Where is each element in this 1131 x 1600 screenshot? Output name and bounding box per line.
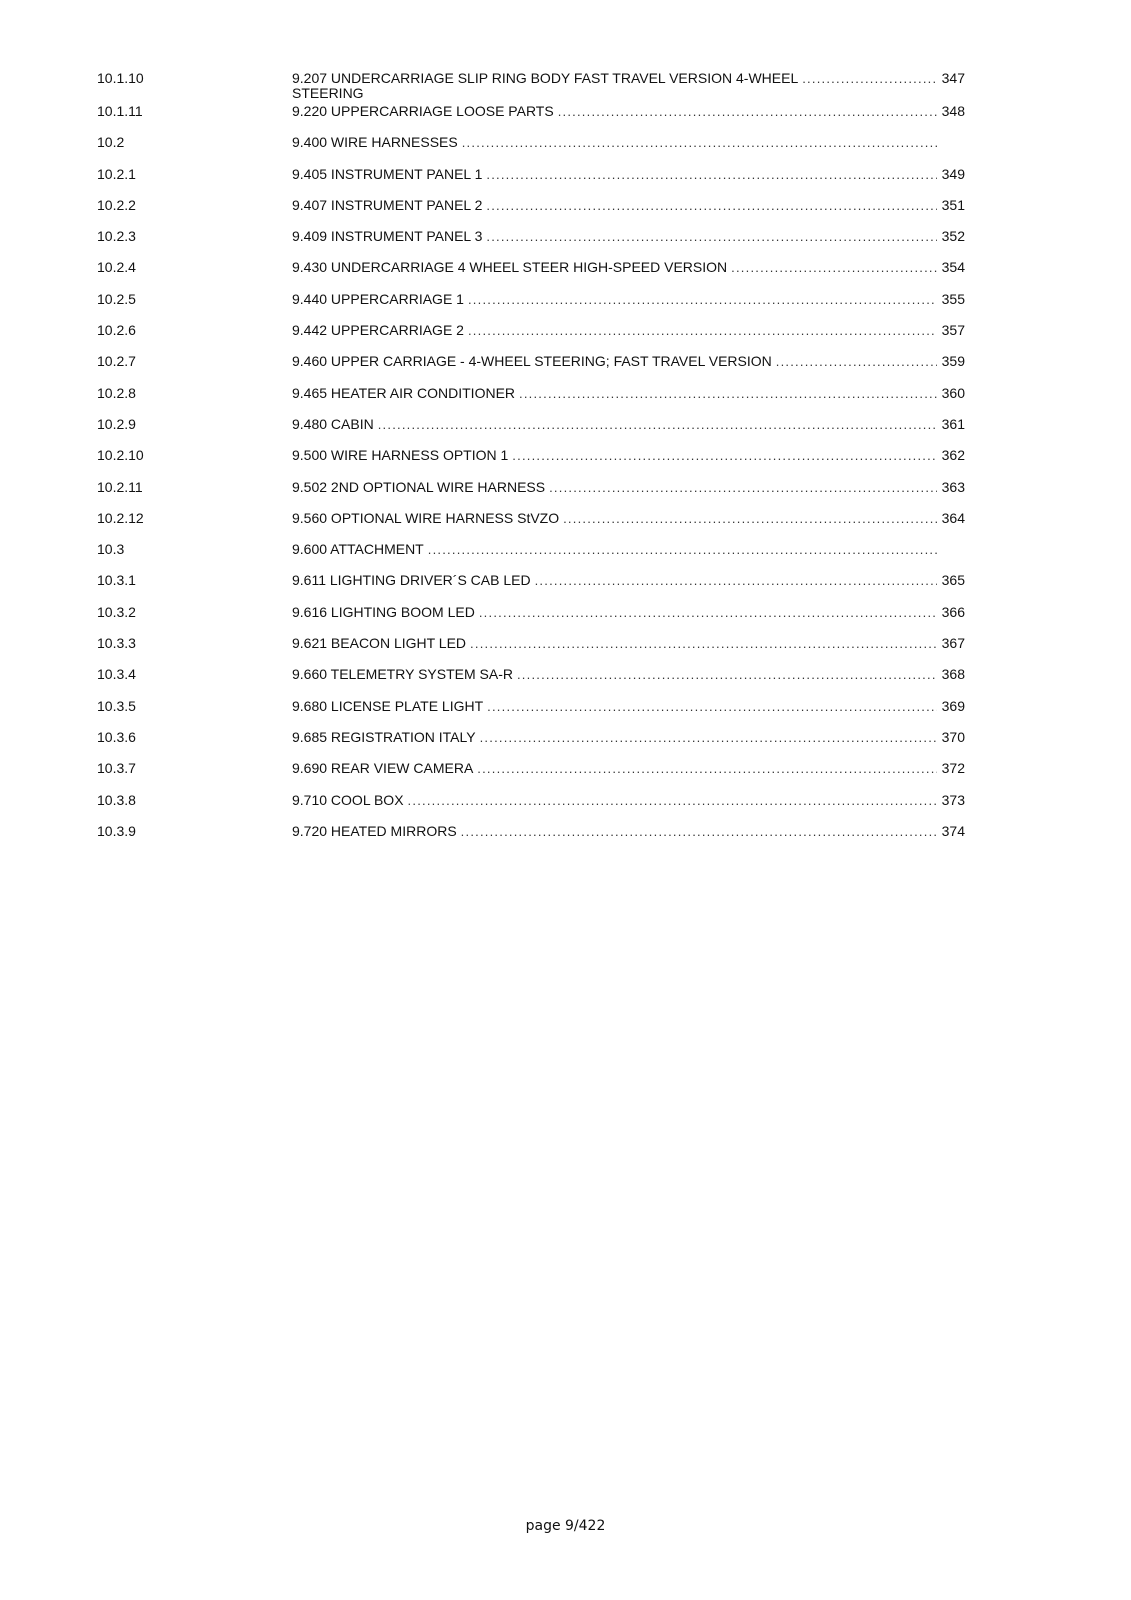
- toc-section-number: 10.3.3: [97, 635, 136, 652]
- toc-entry-title: 9.207 UNDERCARRIAGE SLIP RING BODY FAST TRAVEL VERSION 4-WHEEL: [292, 70, 799, 86]
- toc-entry-title: 9.407 INSTRUMENT PANEL 2: [292, 196, 483, 213]
- toc-page-number: 354: [941, 259, 965, 276]
- toc-entry[interactable]: [97, 385, 965, 416]
- toc-entry-title: 9.560 OPTIONAL WIRE HARNESS StVZO: [292, 509, 560, 526]
- dot-leader: [480, 730, 937, 746]
- toc-entry-body: [292, 385, 965, 402]
- toc-page-number: 370: [941, 728, 965, 745]
- toc-entry-title: 9.621 BEACON LIGHT LED: [292, 635, 467, 652]
- toc-entry-body: [292, 635, 965, 652]
- toc-entry-line: [292, 479, 965, 496]
- toc-entry[interactable]: [97, 572, 965, 603]
- toc-entry-body: [292, 291, 965, 308]
- toc-entry-line: [292, 228, 965, 245]
- toc-entry-line: [292, 166, 965, 183]
- toc-section-number: 10.3.7: [97, 760, 136, 777]
- toc-entry-body: [292, 197, 965, 214]
- toc-section-number: 10.2.4: [97, 259, 136, 276]
- toc-entry[interactable]: [97, 698, 965, 729]
- toc-section-number: 10.2.7: [97, 353, 136, 370]
- toc-entry[interactable]: [97, 510, 965, 541]
- dot-leader: [486, 229, 937, 245]
- toc-page-number: 347: [941, 70, 965, 86]
- toc-entry-title: 9.710 COOL BOX: [292, 791, 404, 808]
- page-number-label: page 9/422: [525, 1518, 606, 1534]
- toc-section-number: 10.2.5: [97, 290, 136, 307]
- toc-section-number: 10.2.3: [97, 228, 136, 245]
- toc-section-number: 10.2.1: [97, 165, 136, 182]
- toc-entry-title: 9.616 LIGHTING BOOM LED: [292, 603, 475, 620]
- toc-entry-title: 9.690 REAR VIEW CAMERA: [292, 760, 474, 777]
- toc-section-number: 10.3.2: [97, 603, 136, 620]
- toc-page-number: 351: [941, 196, 965, 213]
- toc-entry[interactable]: [97, 103, 965, 134]
- toc-entry-line: [292, 416, 965, 433]
- toc-entry-title: 9.500 WIRE HARNESS OPTION 1: [292, 447, 509, 464]
- toc-entry-body: [292, 729, 965, 746]
- toc-entry-body: [292, 510, 965, 527]
- toc-section-number: 10.2.10: [97, 447, 144, 464]
- toc-page-number: 365: [941, 572, 965, 589]
- toc-page-number: 362: [941, 447, 965, 464]
- toc-entry[interactable]: [97, 823, 965, 854]
- toc-entry[interactable]: [97, 322, 965, 353]
- toc-page-number: 363: [941, 478, 965, 495]
- dot-leader: [802, 71, 937, 87]
- toc-section-number: 10.3: [97, 541, 125, 558]
- toc-section-number: 10.3.9: [97, 822, 136, 839]
- toc-entry[interactable]: [97, 291, 965, 322]
- toc-entry-line: [292, 134, 965, 151]
- toc-entry-body: [292, 134, 965, 151]
- toc-entry-title: 9.460 UPPER CARRIAGE - 4-WHEEL STEERING; FAST TRAVEL VERSION: [292, 353, 772, 370]
- table-of-contents: [97, 70, 965, 854]
- toc-entry-title: 9.405 INSTRUMENT PANEL 1: [292, 165, 483, 182]
- toc-page-number: 360: [941, 384, 965, 401]
- toc-entry-line: [292, 70, 965, 87]
- toc-section-number: 10.2.11: [97, 478, 143, 495]
- toc-entry-body: [292, 103, 965, 120]
- toc-entry-title: 9.430 UNDERCARRIAGE 4 WHEEL STEER HIGH-SPEED VERSION: [292, 259, 728, 276]
- toc-entry-body: [292, 760, 965, 777]
- toc-entry[interactable]: [97, 134, 965, 165]
- dot-leader: [776, 354, 937, 370]
- toc-entry[interactable]: [97, 166, 965, 197]
- toc-page-number: 372: [941, 760, 965, 777]
- toc-entry-line: [292, 729, 965, 746]
- toc-entry[interactable]: [97, 666, 965, 697]
- toc-entry-title: 9.480 CABIN: [292, 415, 374, 432]
- toc-section-number: 10.3.1: [97, 572, 136, 589]
- toc-page-number: 361: [941, 415, 965, 432]
- toc-entry-title: 9.660 TELEMETRY SYSTEM SA-R: [292, 666, 513, 683]
- toc-entry-line: [292, 259, 965, 276]
- toc-entry-body: [292, 479, 965, 496]
- dot-leader: [468, 292, 937, 308]
- dot-leader: [486, 198, 937, 214]
- toc-entry[interactable]: [97, 729, 965, 760]
- toc-entry[interactable]: [97, 353, 965, 384]
- toc-page-number: 355: [941, 290, 965, 307]
- toc-entry-line: [292, 385, 965, 402]
- toc-entry[interactable]: [97, 479, 965, 510]
- toc-entry-body: [292, 541, 965, 558]
- toc-page-number: 369: [941, 697, 965, 714]
- dot-leader: [462, 135, 937, 151]
- toc-section-number: 10.2: [97, 134, 125, 151]
- dot-leader: [477, 761, 937, 777]
- toc-section-number: 10.3.8: [97, 791, 136, 808]
- toc-page-number: 352: [941, 228, 965, 245]
- toc-entry-title: 9.611 LIGHTING DRIVER´S CAB LED: [292, 572, 531, 589]
- dot-leader: [428, 542, 937, 558]
- toc-entry-title: 9.440 UPPERCARRIAGE 1: [292, 290, 464, 307]
- toc-entry-body: [292, 416, 965, 433]
- toc-entry-title: 9.442 UPPERCARRIAGE 2: [292, 322, 464, 339]
- toc-entry-line: [292, 698, 965, 715]
- toc-entry-body: [292, 259, 965, 276]
- toc-entry-title: 9.685 REGISTRATION ITALY: [292, 728, 476, 745]
- toc-entry-body: [292, 604, 965, 621]
- dot-leader: [731, 260, 937, 276]
- toc-entry-title: 9.465 HEATER AIR CONDITIONER: [292, 384, 516, 401]
- toc-entry-title: 9.600 ATTACHMENT: [292, 541, 424, 558]
- toc-section-number: 10.3.4: [97, 666, 136, 683]
- dot-leader: [558, 104, 937, 120]
- dot-leader: [563, 511, 937, 527]
- toc-entry-line: [292, 666, 965, 683]
- toc-entry-body: [292, 166, 965, 183]
- toc-entry-line: [292, 792, 965, 809]
- toc-page-number: 367: [941, 635, 965, 652]
- toc-entry-line: [292, 541, 965, 558]
- toc-section-number: 10.2.8: [97, 384, 136, 401]
- toc-entry[interactable]: [97, 541, 965, 572]
- toc-page-number: 357: [941, 322, 965, 339]
- toc-entry[interactable]: [97, 259, 965, 290]
- toc-page-number: 374: [941, 822, 965, 839]
- dot-leader: [512, 448, 937, 464]
- page-footer: [0, 1518, 1131, 1534]
- dot-leader: [486, 167, 937, 183]
- dot-leader: [470, 636, 937, 652]
- toc-entry-title: 9.409 INSTRUMENT PANEL 3: [292, 228, 483, 245]
- toc-entry-body: [292, 70, 965, 101]
- toc-entry[interactable]: [97, 760, 965, 791]
- dot-leader: [519, 386, 937, 402]
- toc-entry-title: 9.400 WIRE HARNESSES: [292, 134, 458, 151]
- toc-entry-line: [292, 197, 965, 214]
- toc-entry-line: [292, 322, 965, 339]
- toc-section-number: 10.3.5: [97, 697, 136, 714]
- dot-leader: [468, 323, 937, 339]
- toc-entry-line: [292, 103, 965, 120]
- toc-entry-line: [292, 823, 965, 840]
- toc-entry-title: 9.720 HEATED MIRRORS: [292, 822, 457, 839]
- toc-entry[interactable]: [97, 416, 965, 447]
- toc-section-number: 10.2.12: [97, 509, 144, 526]
- toc-section-number: 10.1.10: [97, 70, 144, 86]
- toc-entry-body: [292, 322, 965, 339]
- toc-entry-body: [292, 823, 965, 840]
- toc-entry[interactable]: [97, 197, 965, 228]
- toc-entry[interactable]: [97, 70, 965, 103]
- toc-entry-line: [292, 760, 965, 777]
- dot-leader: [487, 699, 937, 715]
- toc-entry-title: 9.680 LICENSE PLATE LIGHT: [292, 697, 484, 714]
- toc-page-number: 348: [941, 103, 965, 119]
- dot-leader: [517, 667, 937, 683]
- toc-page-number: 366: [941, 603, 965, 620]
- toc-entry-body: [292, 698, 965, 715]
- toc-entry-body: [292, 572, 965, 589]
- dot-leader: [479, 605, 937, 621]
- toc-entry-line: [292, 635, 965, 652]
- dot-leader: [549, 480, 937, 496]
- dot-leader: [461, 824, 937, 840]
- toc-page-number: 359: [941, 353, 965, 370]
- toc-entry-body: [292, 228, 965, 245]
- toc-entry-line: [292, 291, 965, 308]
- toc-entry[interactable]: [97, 447, 965, 478]
- toc-entry-title: 9.502 2ND OPTIONAL WIRE HARNESS: [292, 478, 546, 495]
- toc-entry-body: [292, 792, 965, 809]
- toc-section-number: 10.2.2: [97, 196, 136, 213]
- toc-entry[interactable]: [97, 228, 965, 259]
- toc-entry-line: [292, 353, 965, 370]
- toc-page-number: 364: [941, 509, 965, 526]
- toc-section-number: 10.1.11: [97, 103, 143, 119]
- toc-entry-line: [292, 447, 965, 464]
- toc-entry[interactable]: [97, 792, 965, 823]
- toc-entry-line: [292, 604, 965, 621]
- toc-section-number: 10.2.9: [97, 415, 136, 432]
- dot-leader: [535, 573, 937, 589]
- dot-leader: [408, 793, 937, 809]
- toc-entry-body: [292, 447, 965, 464]
- toc-entry[interactable]: [97, 635, 965, 666]
- toc-page-number: 373: [941, 791, 965, 808]
- toc-section-number: 10.3.6: [97, 728, 136, 745]
- toc-page-number: 368: [941, 666, 965, 683]
- toc-entry-body: [292, 666, 965, 683]
- dot-leader: [378, 417, 937, 433]
- toc-entry-line: [292, 572, 965, 589]
- toc-entry-line: [292, 510, 965, 527]
- toc-entry-body: [292, 353, 965, 370]
- toc-entry-title: 9.220 UPPERCARRIAGE LOOSE PARTS: [292, 103, 554, 119]
- toc-entry-title-continuation: STEERING: [292, 85, 364, 101]
- toc-entry[interactable]: [97, 604, 965, 635]
- toc-section-number: 10.2.6: [97, 322, 136, 339]
- toc-page-number: 349: [941, 165, 965, 182]
